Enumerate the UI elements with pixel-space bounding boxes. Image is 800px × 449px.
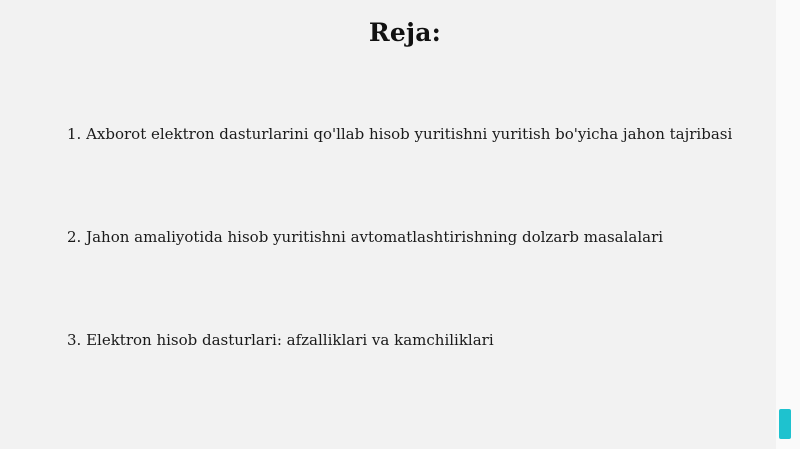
slide-title: Reja: xyxy=(368,18,442,47)
plan-item-3: 3. Elektron hisob dasturlari: afzalliklari va kamchiliklari xyxy=(67,331,494,349)
plan-item-1: 1. Axborot elektron dasturlarini qo'llab hisob yuritishni yuritish bo'yicha jahon tajribasi xyxy=(67,125,733,143)
plan-item-2: 2. Jahon amaliyotida hisob yuritishni avtomatlashtirishning dolzarb masalalari xyxy=(67,228,664,246)
scroll-thumb[interactable] xyxy=(779,409,791,439)
scrollbar-track[interactable] xyxy=(776,0,800,449)
